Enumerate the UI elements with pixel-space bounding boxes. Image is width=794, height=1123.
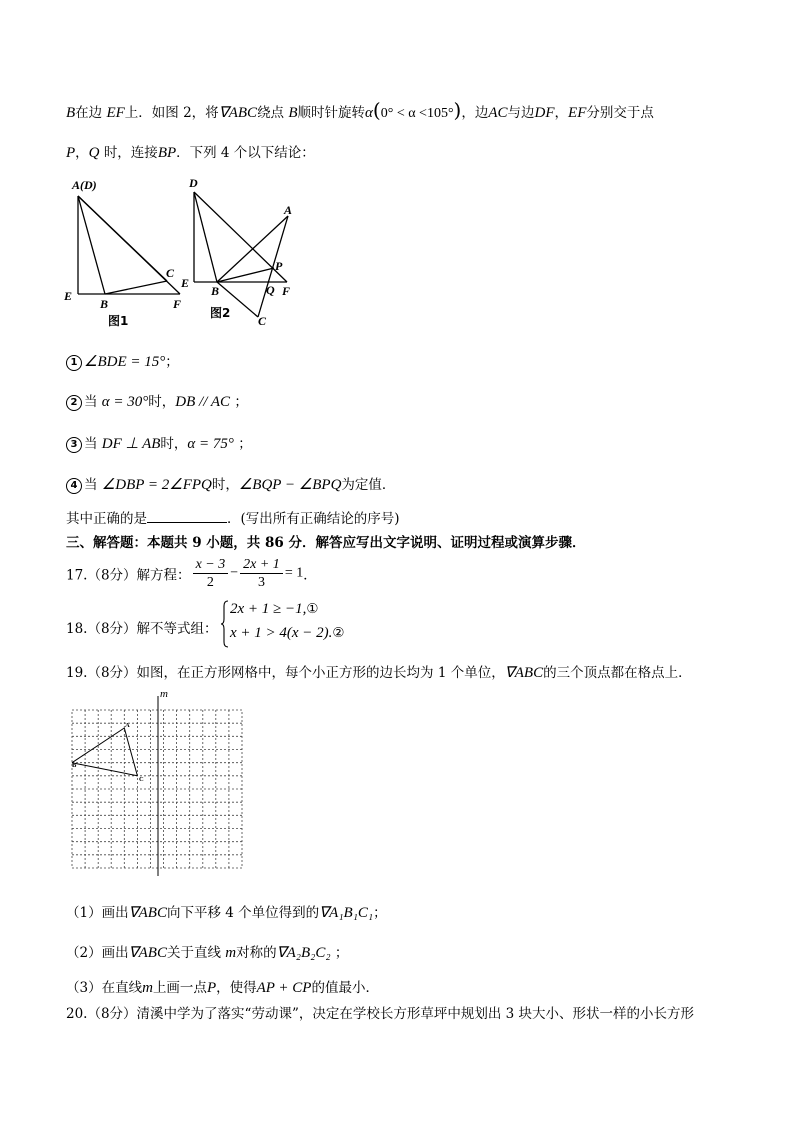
grid-label-A: A: [125, 722, 130, 729]
fig2-label-Q: Q: [266, 283, 275, 297]
inequality-2: x + 1 > 4(x − 2).②: [230, 625, 345, 641]
fig1-caption: 图1: [108, 314, 129, 328]
fig1-label-B: B: [100, 297, 109, 311]
problem-20-text: 20.（8分）清溪中学为了落实“劳动课”，决定在学校长方形草坪中规划出 3 块大小、形状一样的小长方形: [66, 1006, 695, 1022]
problem-18-label: 18.（8分）解不等式组：: [66, 621, 218, 637]
problem16-intro-line2: P，Q 时，连接BP．下列 4 个以下结论：: [66, 145, 315, 161]
fig2-label-A: A: [284, 203, 293, 217]
line-m-label: m: [160, 688, 168, 700]
fig1-label-F: F: [173, 297, 182, 311]
dashed-grid: [72, 710, 242, 868]
conclusion-4: 4 当 ∠DBP = 2∠FPQ时，∠BQP − ∠BPQ为定值．: [66, 473, 395, 494]
fig2-label-F: F: [282, 284, 291, 298]
fig2-label-B: B: [211, 284, 220, 298]
circled-number: 4: [66, 478, 82, 494]
triangle-ABC: [72, 728, 137, 776]
grid-label-C: C: [139, 776, 144, 783]
fig2-label-P: P: [275, 259, 283, 273]
problem-17: 17.（8分）解方程： $\frac{x - 3}{2}$ − $\frac{2x + 1}{3}$ = 1．: [66, 557, 317, 590]
answer-line: 其中正确的是 ．(写出所有正确结论的序号): [66, 511, 400, 527]
inequality-1: 2x + 1 ≥ −1,①: [230, 601, 319, 617]
conclusion-3: 3 当 DF ⊥ AB时，α = 75° ；: [66, 432, 252, 453]
system-brace: [221, 600, 229, 648]
fig1-label-E: E: [64, 289, 73, 303]
figure-1: [78, 196, 180, 294]
conclusion-2: 2 当 α = 30°时，DB // AC ；: [66, 390, 248, 411]
circled-number: 2: [66, 395, 82, 411]
problem16-intro-line1: B在边 EF上．如图 2，将∇ABC绕点 B顺时针旋转α(0° < α <105°)，边AC与边DF，EF分别交于点: [66, 98, 654, 122]
fig2-label-E: E: [181, 276, 190, 290]
problem-19-q3: （3）在直线m上画一点P，使得AP + CP的值最小．: [66, 980, 379, 996]
grid-label-B: B: [72, 762, 77, 769]
section3-heading: 三、解答题：本题共 9 小题，共 86 分．解答应写出文字说明、证明过程或演算步骤．: [66, 535, 586, 551]
problem-19-text: 19.（8分）如图，在正方形网格中，每个小正方形的边长均为 1 个单位，∇ABC的三个顶点都在格点上．: [66, 665, 692, 681]
fraction-1: $\frac{x - 3}{2}$: [193, 556, 229, 591]
circled-number: 1: [66, 355, 82, 371]
fig1-label-C: C: [166, 266, 175, 280]
fig1-label-A: A(D): [72, 178, 97, 192]
problem16-figures: [60, 172, 310, 337]
fraction-2: $\frac{2x + 1}{3}$: [240, 556, 283, 591]
fig2-label-C: C: [258, 314, 267, 328]
problem-19-q1: （1）画出∇ABC向下平移 4 个单位得到的∇A₁B₁C₁；: [66, 905, 387, 921]
circled-number: 3: [66, 437, 82, 453]
problem-19-q2: （2）画出∇ABC关于直线 m对称的∇A₂B₂C₂ ；: [66, 945, 349, 961]
fig2-caption: 图2: [210, 306, 231, 320]
fig2-label-D: D: [189, 176, 198, 190]
figure-2: [194, 192, 291, 317]
answer-blank[interactable]: [147, 510, 227, 523]
problem19-grid-figure: [62, 688, 252, 878]
conclusion-1: 1 ∠BDE = 15°；: [66, 350, 179, 371]
